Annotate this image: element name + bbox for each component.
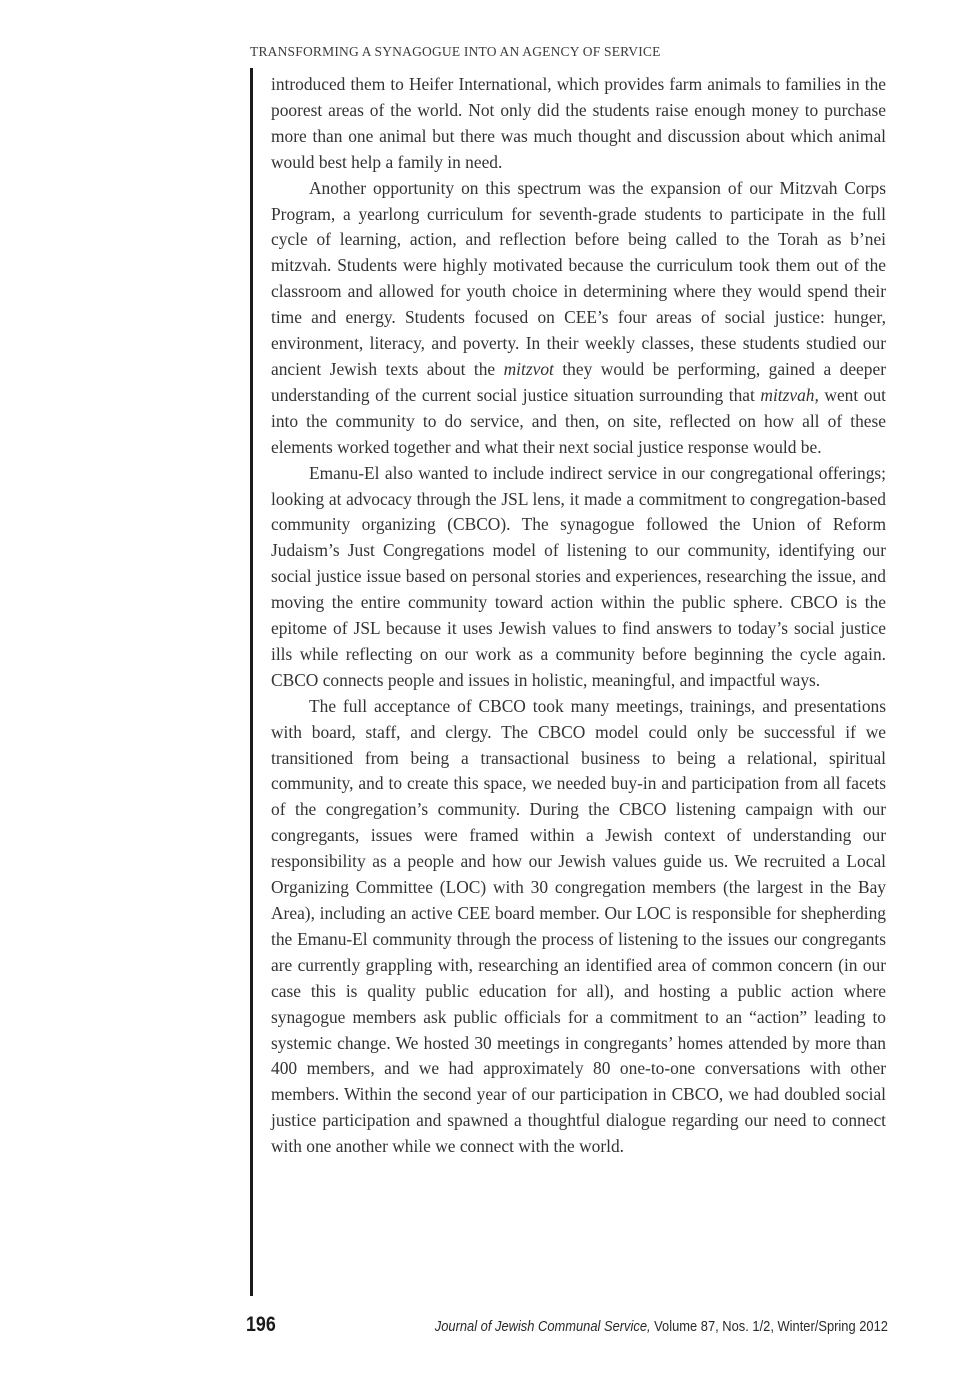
body-text <box>271 72 886 1160</box>
paragraph-2 <box>271 176 886 461</box>
paragraph-2-italic-mitzvot: mitzvot <box>503 358 554 379</box>
vertical-rule <box>250 68 253 1296</box>
journal-citation <box>435 1318 888 1335</box>
paragraph-2-text-c: went out into the community to do service, and then, on site, reflected on how all of these elements worked together and what their next social justice response would be. <box>271 384 886 457</box>
paragraph-2-text-a: Another opportunity on this spectrum was the expansion of our Mitzvah Corps Program, a yearlong curriculum for seventh-grade students to participate in the full cycle of learning, action, and reflection before being called to the Torah as b’nei mitzvah. Students were highly motivated because the curriculum took them out of the classroom and allowed for youth choice in determining where they would spend their time and energy. Students focused on CEE’s four areas of social justice: hunger, environment, literacy, and poverty. In their weekly classes, these students studied our ancient Jewish texts about the <box>271 177 886 379</box>
paragraph-1: introduced them to Heifer International, which provides farm animals to families in the poorest areas of the world. Not only did the students raise enough money to purchase more than one animal but there was much thought and discussion about which animal would best help a family in need. <box>271 74 886 172</box>
paragraph-3: Emanu-El also wanted to include indirect service in our congregational offerings; looking at advocacy through the JSL lens, it made a commitment to congregation-based community organizing (CBCO). The synagogue followed the Union of Reform Judaism’s Just Congregations model of listening to our community, identifying our social justice issue based on personal stories and experiences, researching the issue, and moving the entire community toward action within the public sphere. CBCO is the epitome of JSL because it uses Jewish values to find answers to today’s social justice ills while reflecting on our work as a community before beginning the cycle again. CBCO connects people and issues in holistic, meaningful, and impactful ways. <box>271 462 886 690</box>
paragraph-4: The full acceptance of CBCO took many meetings, trainings, and presentations with board, staff, and clergy. The CBCO model could only be successful if we transitioned from being a transactional business to being a relational, spiritual community, and to create this space, we needed buy-in and participation from all facets of the congregation’s community. During the CBCO listening campaign with our congregants, issues were framed within a Jewish context of understanding our responsibility as a people and how our Jewish values guide us. We recruited a Local Organizing Committee (LOC) with 30 congregation members (the largest in the Bay Area), including an active CEE board member. Our LOC is responsible for shepherding the Emanu-El community through the process of listening to the issues our congregants are currently grappling with, researching an identified area of common concern (in our case this is quality public education for all), and hosting a public action where synagogue members ask public officials for a commitment to an “action” leading to systemic change. We hosted 30 meetings in congregants’ homes attended by more than 400 members, and we had approximately 80 one-to-one conversations with other members. Within the second year of our participation in CBCO, we had doubled social justice participation and spawned a thoughtful dialogue regarding our need to connect with one another while we connect with the world. <box>271 695 886 1157</box>
issue-info: Volume 87, Nos. 1/2, Winter/Spring 2012 <box>650 1318 888 1335</box>
paragraph-2-text-b: they would be performing, gained a deeper understanding of the current social justice situation surrounding that <box>271 358 886 405</box>
running-head: TRANSFORMING A SYNAGOGUE INTO AN AGENCY OF SERVICE <box>250 44 661 59</box>
page-number: 196 <box>246 1313 276 1336</box>
journal-name: Journal of Jewish Communal Service, <box>434 1318 651 1335</box>
paragraph-2-italic-mitzvah: mitzvah, <box>760 384 819 405</box>
